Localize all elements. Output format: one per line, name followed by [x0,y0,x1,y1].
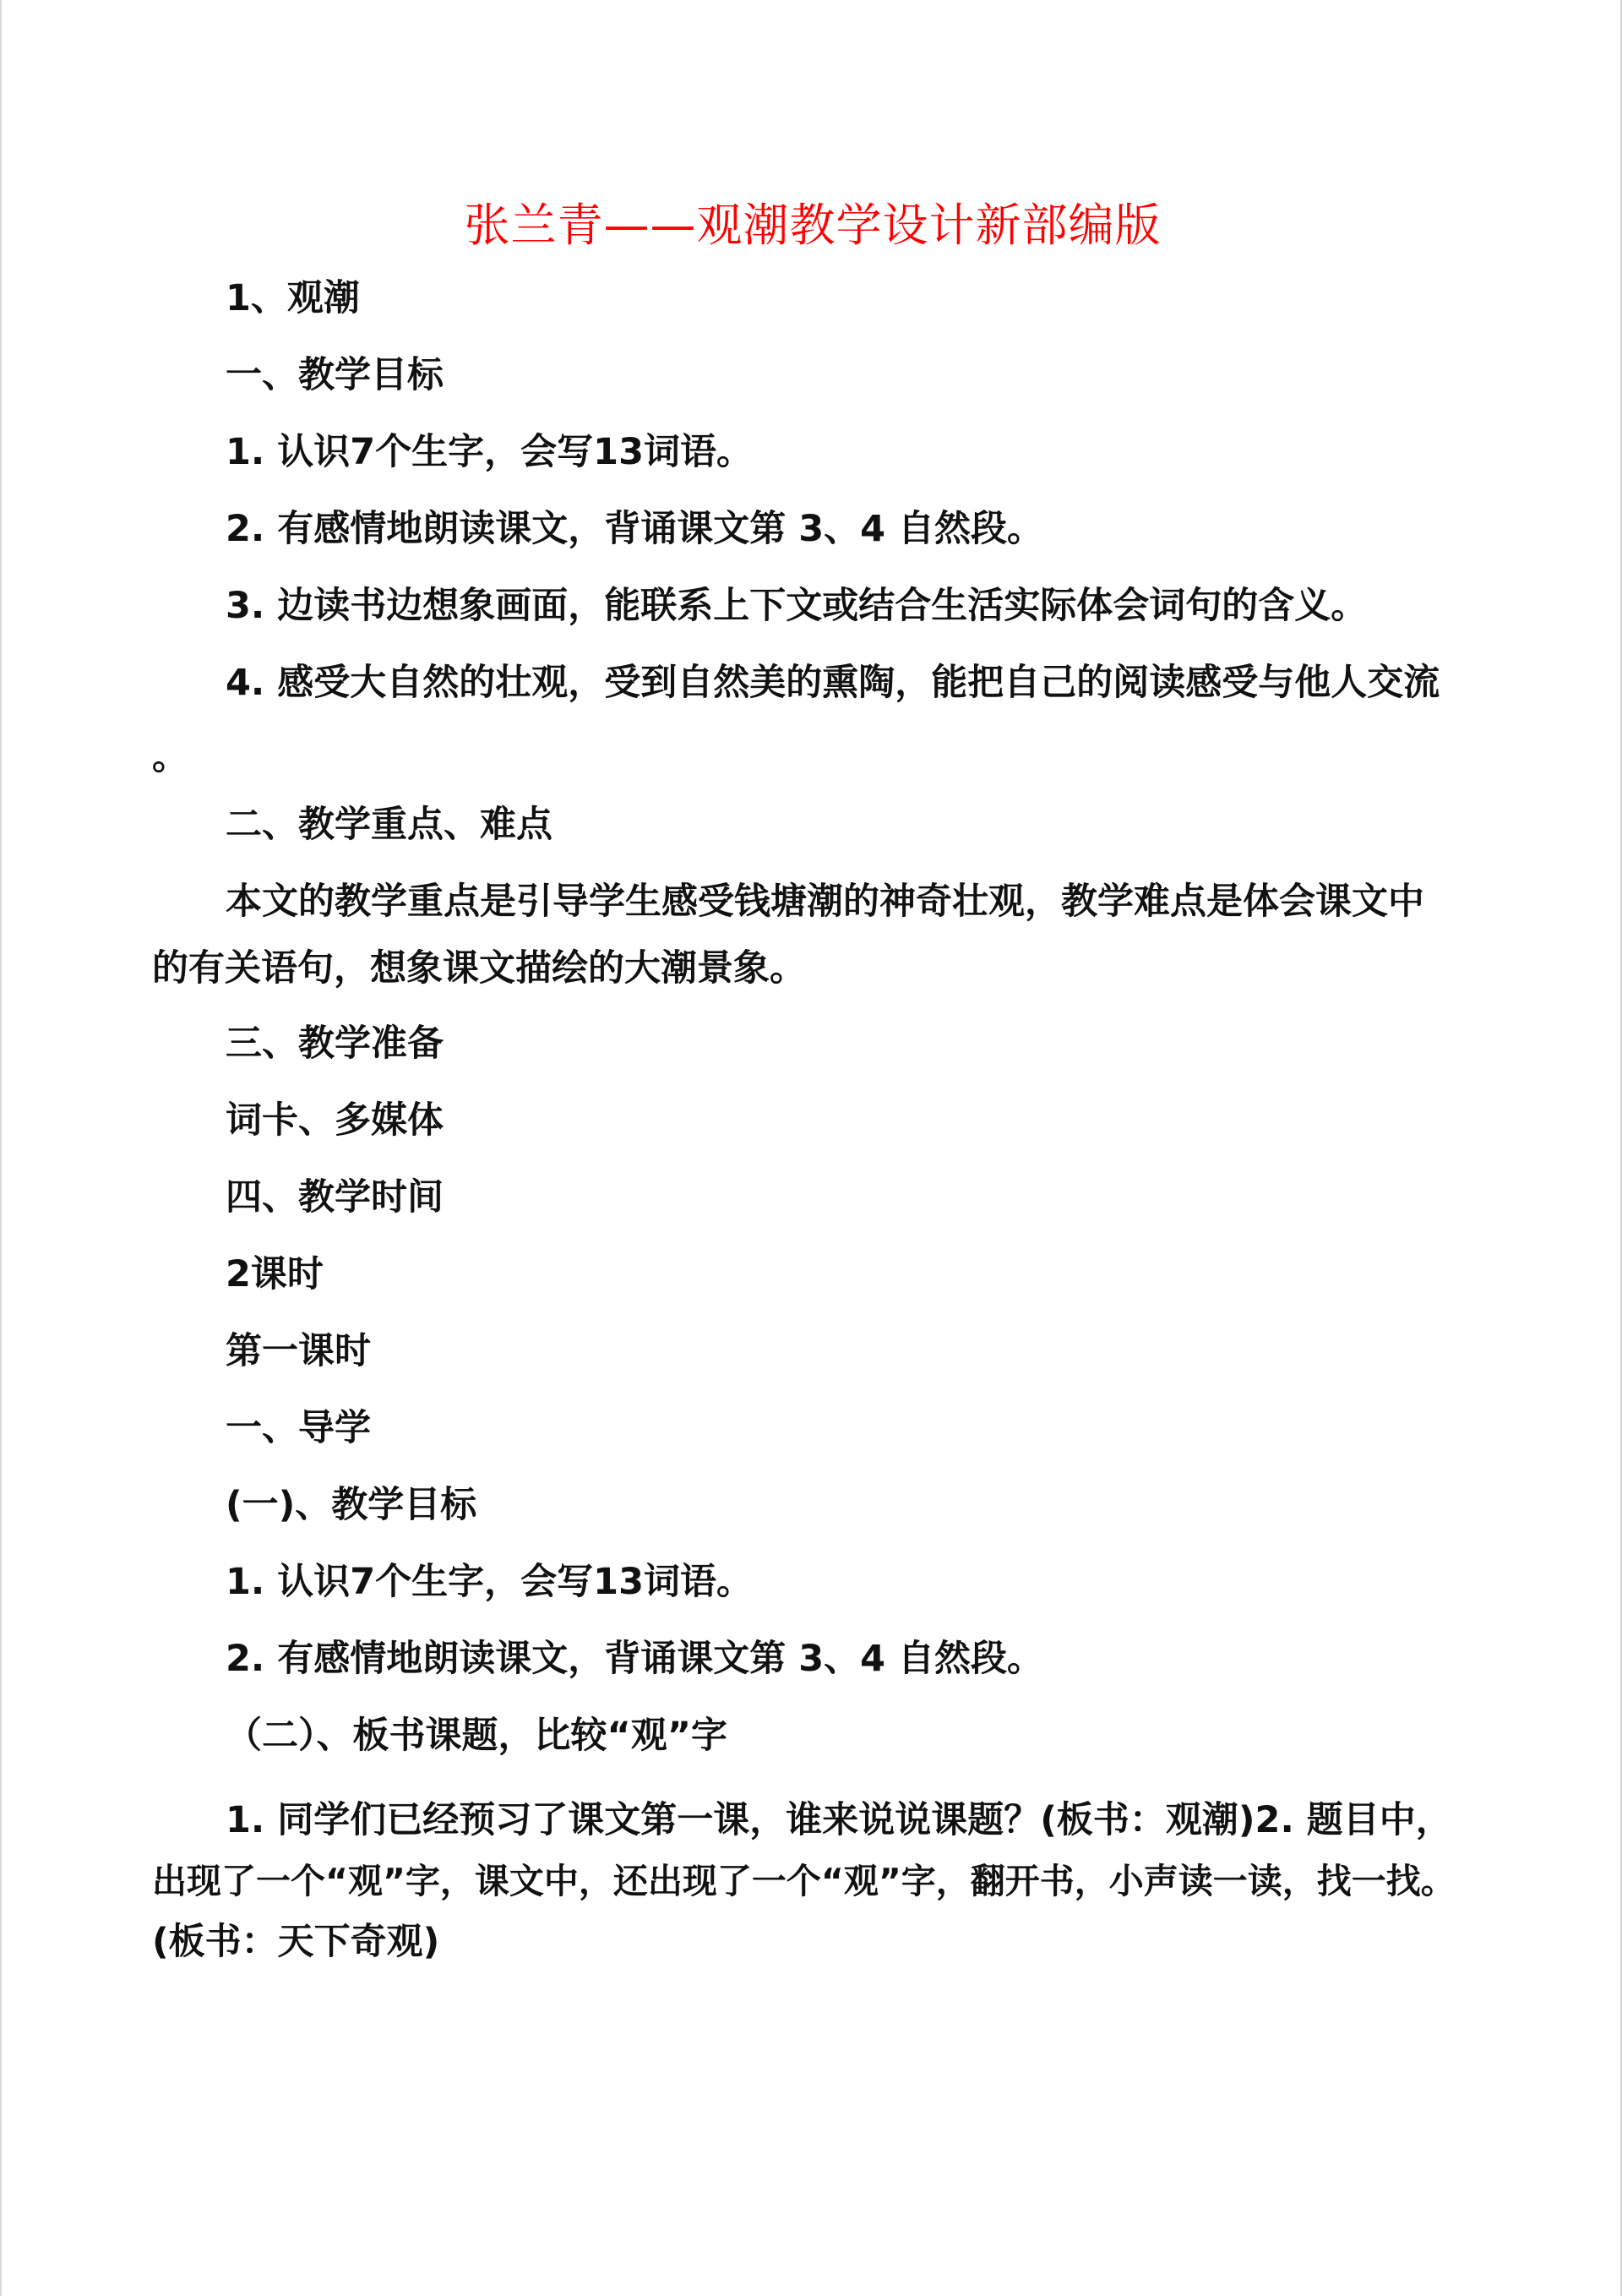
paragraph-line: 出现了一个“观”字，课文中，还出现了一个“观”字，翻开书，小声读一读，找一找。 [152,1861,1456,1901]
list-item: 3. 边读书边想象画面，能联系上下文或结合生活实际体会词句的含义。 [226,585,1368,627]
section-heading: 三、教学准备 [226,1023,444,1065]
list-item: 2. 有感情地朗读课文，背诵课文第 3、4 自然段。 [226,508,1044,550]
document-title: 张兰青——观潮教学设计新部编版 [464,199,1162,252]
list-item: 1. 认识7个生字，会写13词语。 [226,1561,753,1603]
text-line: 2课时 [226,1253,324,1295]
section-heading: 一、导学 [226,1407,371,1449]
paragraph-line: 本文的教学重点是引导学生感受钱塘潮的神奇壮观，教学难点是体会课文中 [226,881,1424,923]
text-line: 第一课时 [226,1330,371,1372]
paragraph-line: 1. 同学们已经预习了课文第一课，谁来说说课题？(板书：观潮)2. 题目中， [226,1799,1452,1841]
paragraph-line: 的有关语句，想象课文描绘的大潮景象。 [152,947,806,990]
list-item: 2. 有感情地朗读课文，背诵课文第 3、4 自然段。 [226,1638,1044,1680]
text-line: 。 [152,736,188,778]
section-heading: 一、教学目标 [226,354,444,396]
section-heading: 二、教学重点、难点 [226,804,552,846]
section-heading: （二）、板书课题，比较“观”字 [226,1715,728,1757]
list-item: 4. 感受大自然的壮观，受到自然美的熏陶，能把自己的阅读感受与他人交流 [226,662,1440,704]
paragraph-line: (板书：天下奇观) [152,1921,440,1963]
text-line: 词卡、多媒体 [226,1099,444,1142]
section-heading: 1、观潮 [226,277,360,319]
list-item: 1. 认识7个生字，会写13词语。 [226,431,753,473]
section-heading: 四、教学时间 [226,1176,444,1219]
section-heading: (一)、教学目标 [226,1484,477,1526]
